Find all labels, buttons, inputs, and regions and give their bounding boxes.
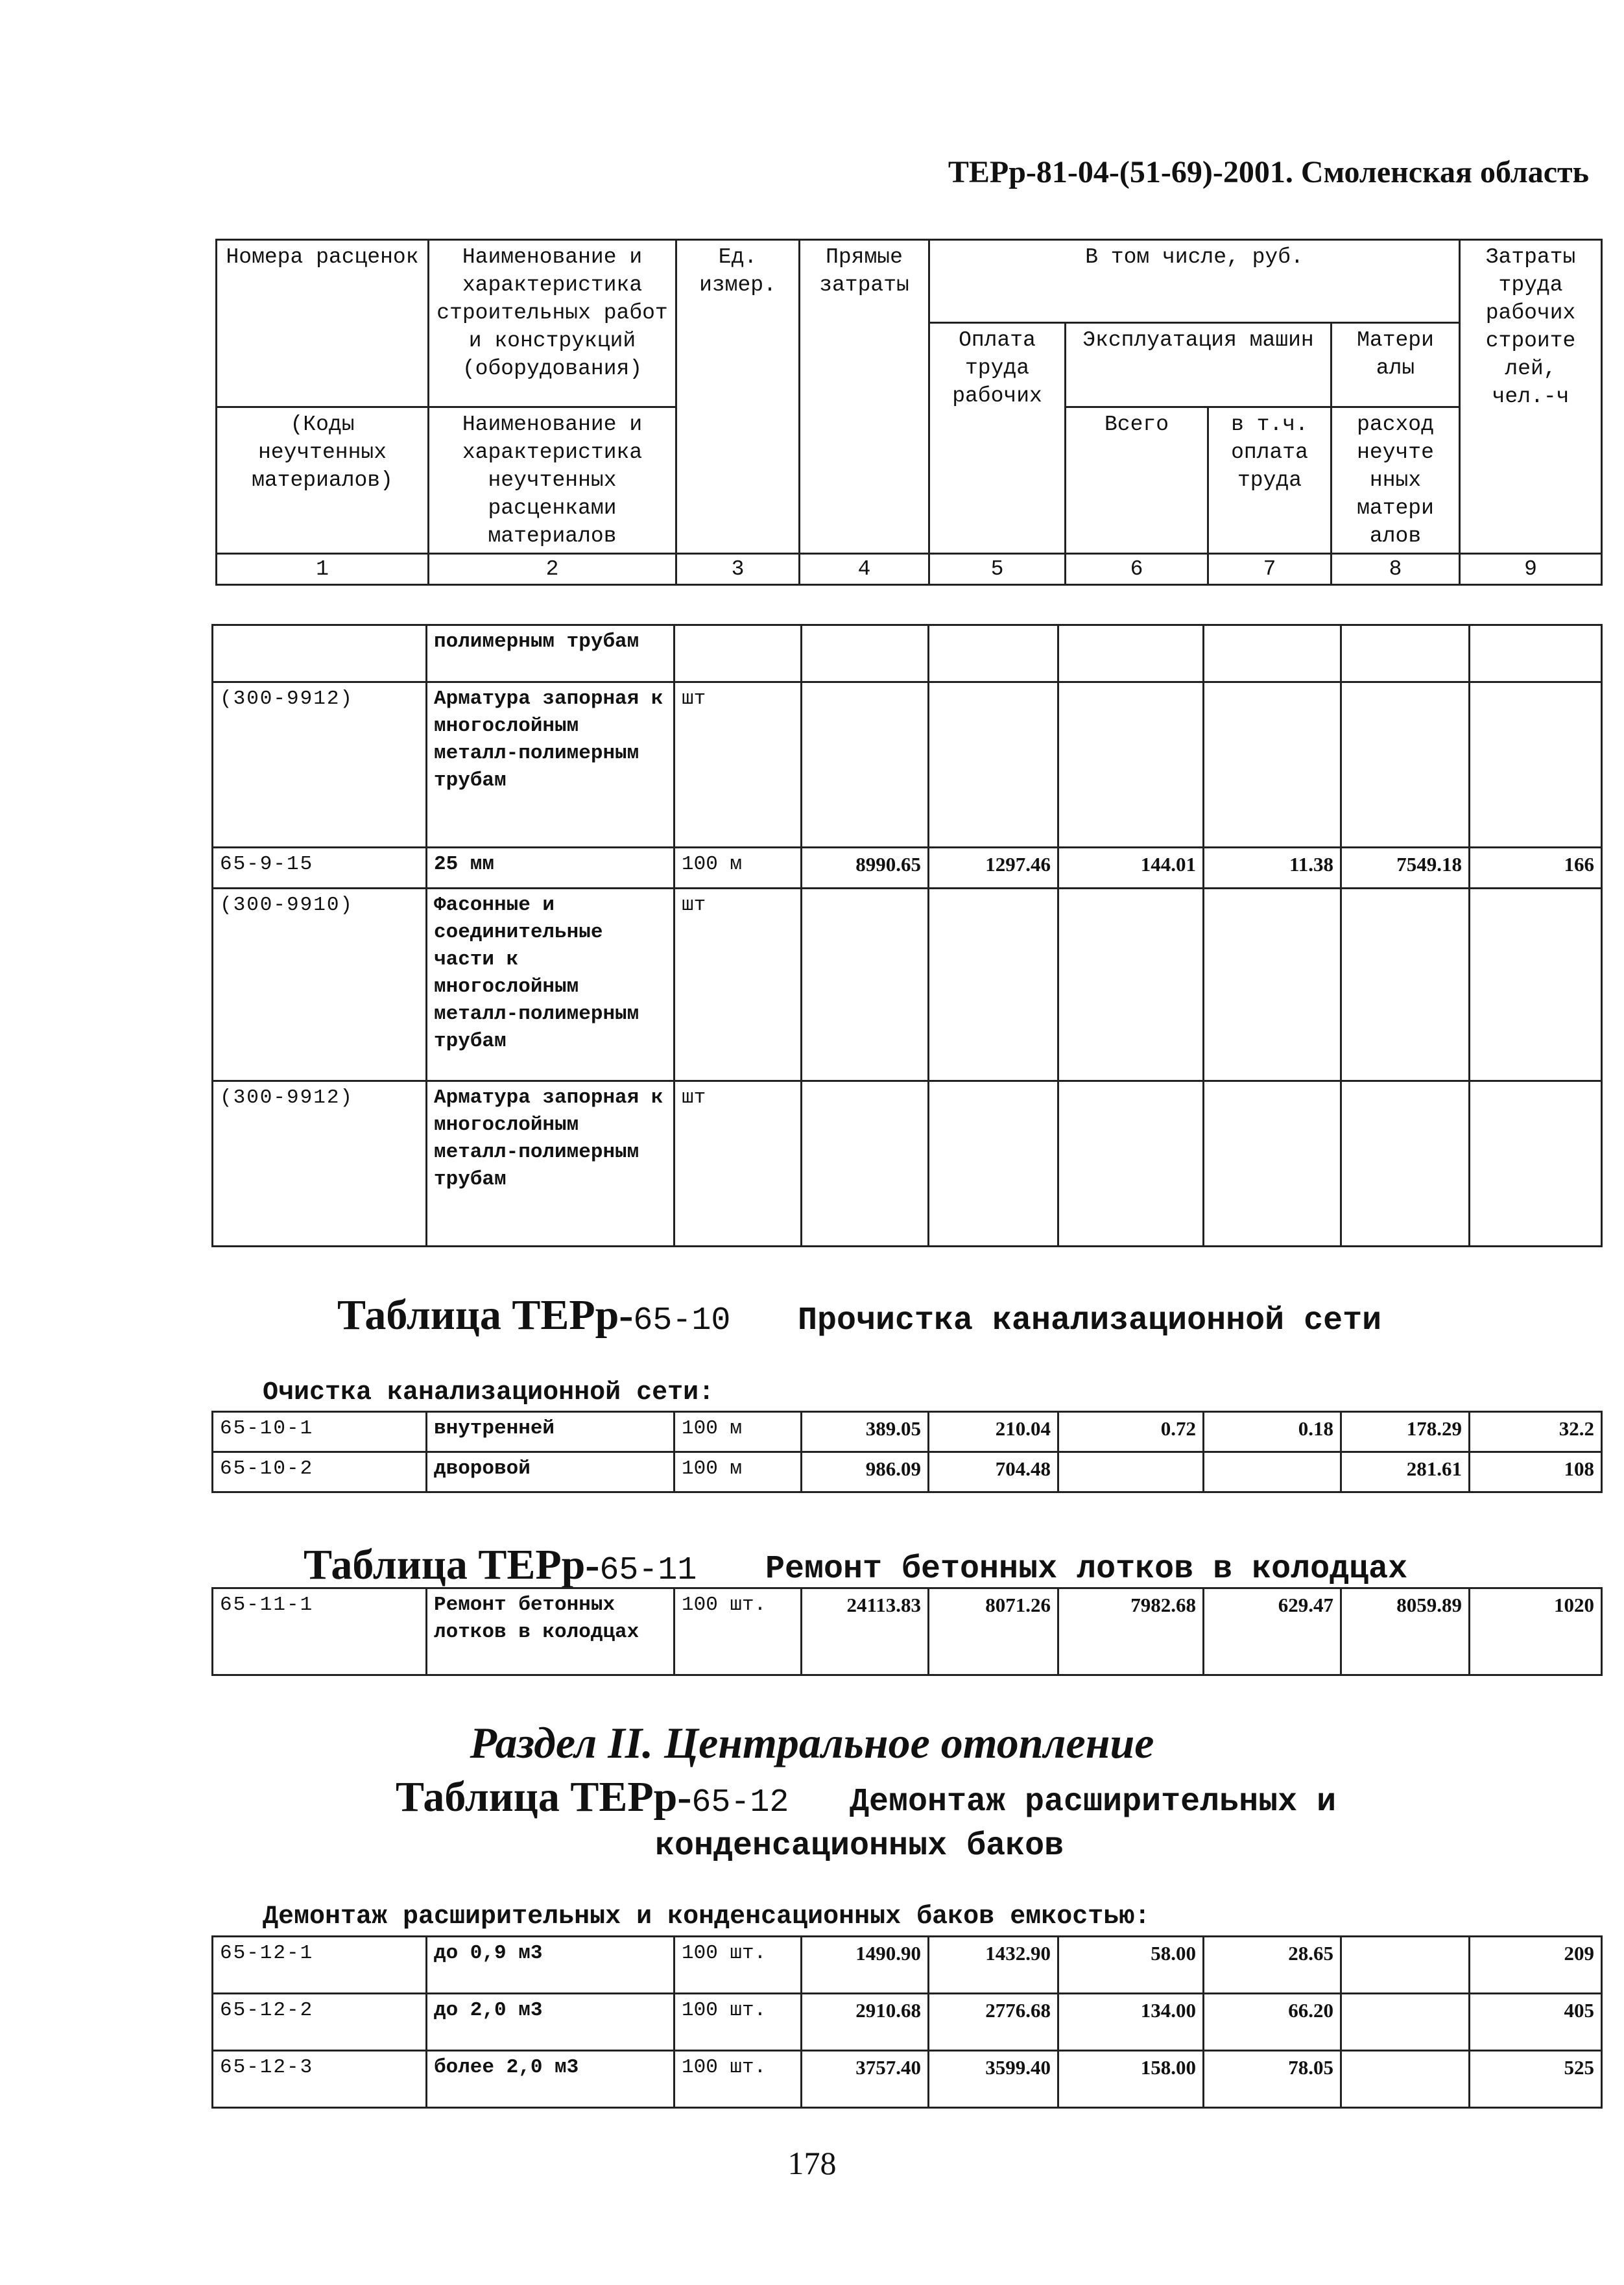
labor-costs [1470,682,1602,848]
materials [1341,889,1470,1081]
continuation-table [211,624,1603,1247]
table-row [213,625,1602,682]
column-number: 1 [217,554,429,585]
column-number: 8 [1331,554,1460,585]
labor-costs: 525 [1470,2051,1602,2108]
labor-costs: 32.2 [1470,1412,1602,1452]
machines-total: 0.72 [1058,1412,1204,1452]
work-name: до 2,0 м3 [427,1994,675,2051]
header-machines-total: Всего [1066,407,1208,554]
labor-costs: 209 [1470,1937,1602,1994]
table-12-subtitle-line2: конденсационных баков [655,1828,1064,1865]
labor-pay [929,682,1058,848]
header-work-name: Наименование и характеристика строительных работ и конструкций (оборудования) [429,240,676,407]
work-name: до 0,9 м3 [427,1937,675,1994]
direct-costs: 2910.68 [802,1994,929,2051]
materials [1341,682,1470,848]
table-11 [211,1587,1603,1676]
table-12-group-label: Демонтаж расширительных и конденсационных баков емкостью: [263,1902,1151,1932]
labor-pay: 210.04 [929,1412,1058,1452]
header-materials: Матери алы [1331,323,1460,407]
direct-costs: 986.09 [802,1452,929,1492]
labor-pay [929,625,1058,682]
table-12 [211,1935,1603,2109]
machines-total [1058,682,1204,848]
machines-total [1058,625,1204,682]
header-direct-costs: Прямые затраты [800,240,929,554]
machines-pay: 11.38 [1204,848,1341,889]
table-row [213,1412,1602,1452]
table-10-subtitle: Прочистка канализационной сети [798,1302,1382,1339]
table-12-title-prefix: Таблица ТЕРр- [396,1773,692,1821]
rate-code: 65-11-1 [213,1588,427,1675]
materials: 178.29 [1341,1412,1470,1452]
machines-pay: 78.05 [1204,2051,1341,2108]
work-name: Арматура запорная к многослойным металл-полимерным трубам [427,1081,675,1247]
column-number: 6 [1066,554,1208,585]
header-labor-costs: Затраты труда рабочих строите лей, чел.-ч [1460,240,1602,554]
labor-costs [1470,889,1602,1081]
rate-code [213,625,427,682]
work-name: внутренней [427,1412,675,1452]
table-row [213,1588,1602,1675]
materials: 8059.89 [1341,1588,1470,1675]
header-unit: Ед. измер. [676,240,800,554]
work-name: Фасонные и соединительные части к многослойным металл-полимерным трубам [427,889,675,1081]
unit: шт [675,889,802,1081]
unit: 100 м [675,848,802,889]
table-row [213,1081,1602,1247]
direct-costs [802,682,929,848]
materials: 7549.18 [1341,848,1470,889]
machines-pay [1204,625,1341,682]
machines-total: 58.00 [1058,1937,1204,1994]
labor-pay: 2776.68 [929,1994,1058,2051]
labor-pay: 1297.46 [929,848,1058,889]
rate-code: (300-9910) [213,889,427,1081]
page-number: 178 [787,2145,837,2181]
table-row [213,1994,1602,2051]
header-rate-numbers: Номера расценок [217,240,429,323]
table-12-title [396,1773,789,1822]
header-labor-pay: Оплата труда рабочих [929,323,1066,554]
machines-total [1058,1452,1204,1492]
materials [1341,1937,1470,1994]
machines-pay [1204,1081,1341,1247]
column-number: 2 [429,554,676,585]
header-unaccounted: расход неучте нных матери алов [1331,407,1460,554]
header-machines-pay: в т.ч. оплата труда [1208,407,1331,554]
work-name: 25 мм [427,848,675,889]
header-blank [217,323,429,407]
machines-pay [1204,1452,1341,1492]
table-11-subtitle: Ремонт бетонных лотков в колодцах [765,1551,1408,1588]
unit: шт [675,682,802,848]
direct-costs: 3757.40 [802,2051,929,2108]
column-number: 7 [1208,554,1331,585]
machines-pay: 28.65 [1204,1937,1341,1994]
materials [1341,1081,1470,1247]
table-10-group-label: Очистка канализационной сети: [263,1378,715,1407]
column-number: 4 [800,554,929,585]
table-row [213,682,1602,848]
table-row [213,2051,1602,2108]
header-including: В том числе, руб. [929,240,1460,323]
rate-code: (300-9912) [213,1081,427,1247]
table-12-title-number: 65-12 [691,1784,789,1821]
table-10-title-number: 65-10 [633,1302,731,1339]
materials [1341,1994,1470,2051]
work-name: полимерным трубам [427,625,675,682]
column-number: 5 [929,554,1066,585]
column-number: 9 [1460,554,1602,585]
unit: 100 шт. [675,1588,802,1675]
direct-costs: 389.05 [802,1412,929,1452]
direct-costs: 24113.83 [802,1588,929,1675]
labor-costs [1470,1081,1602,1247]
unit: 100 шт. [675,2051,802,2108]
labor-pay: 1432.90 [929,1937,1058,1994]
machines-total: 134.00 [1058,1994,1204,2051]
table-11-title [304,1540,697,1590]
labor-costs: 166 [1470,848,1602,889]
rate-code: 65-12-1 [213,1937,427,1994]
machines-pay: 629.47 [1204,1588,1341,1675]
unit: шт [675,1081,802,1247]
labor-costs: 1020 [1470,1588,1602,1675]
section-title: Раздел II. Центральное отопление [470,1718,1154,1767]
labor-costs: 108 [1470,1452,1602,1492]
machines-total: 7982.68 [1058,1588,1204,1675]
machines-pay [1204,889,1341,1081]
machines-total [1058,1081,1204,1247]
machines-total: 144.01 [1058,848,1204,889]
table-11-title-number: 65-11 [599,1552,697,1589]
rate-code: 65-10-1 [213,1412,427,1452]
unit: 100 м [675,1452,802,1492]
column-number: 3 [676,554,800,585]
table-10 [211,1411,1603,1493]
table-12-subtitle-line1: Демонтаж расширительных и [850,1784,1337,1821]
work-name: дворовой [427,1452,675,1492]
labor-costs [1470,625,1602,682]
table-row [213,889,1602,1081]
unit: 100 шт. [675,1994,802,2051]
unit: 100 м [675,1412,802,1452]
header-machines: Эксплуатация машин [1066,323,1331,407]
machines-total: 158.00 [1058,2051,1204,2108]
rate-code: 65-10-2 [213,1452,427,1492]
labor-pay: 704.48 [929,1452,1058,1492]
machines-pay [1204,682,1341,848]
labor-costs: 405 [1470,1994,1602,2051]
table-10-title [337,1291,730,1340]
machines-total [1058,889,1204,1081]
materials [1341,2051,1470,2108]
direct-costs: 1490.90 [802,1937,929,1994]
unit [675,625,802,682]
machines-pay: 66.20 [1204,1994,1341,2051]
direct-costs: 8990.65 [802,848,929,889]
header-material-codes: (Коды неучтенных материалов) [217,407,429,554]
labor-pay: 8071.26 [929,1588,1058,1675]
materials: 281.61 [1341,1452,1470,1492]
work-name: Арматура запорная к многослойным металл-полимерным трубам [427,682,675,848]
labor-pay: 3599.40 [929,2051,1058,2108]
table-row [213,848,1602,889]
header-material-name: Наименование и характеристика неучтенных расценками материалов [429,407,676,554]
rate-code: 65-12-3 [213,2051,427,2108]
table-11-title-prefix: Таблица ТЕРр- [304,1541,600,1588]
column-header-table [215,239,1603,586]
rate-code: 65-9-15 [213,848,427,889]
labor-pay [929,1081,1058,1247]
materials [1341,625,1470,682]
table-row [213,1452,1602,1492]
table-10-title-prefix: Таблица ТЕРр- [337,1291,634,1339]
labor-pay [929,889,1058,1081]
direct-costs [802,889,929,1081]
work-name: Ремонт бетонных лотков в колодцах [427,1588,675,1675]
unit: 100 шт. [675,1937,802,1994]
running-header: ТЕРр-81-04-(51-69)-2001. Смоленская область [948,155,1589,189]
rate-code: 65-12-2 [213,1994,427,2051]
work-name: более 2,0 м3 [427,2051,675,2108]
rate-code: (300-9912) [213,682,427,848]
direct-costs [802,1081,929,1247]
direct-costs [802,625,929,682]
machines-pay: 0.18 [1204,1412,1341,1452]
table-row [213,1937,1602,1994]
